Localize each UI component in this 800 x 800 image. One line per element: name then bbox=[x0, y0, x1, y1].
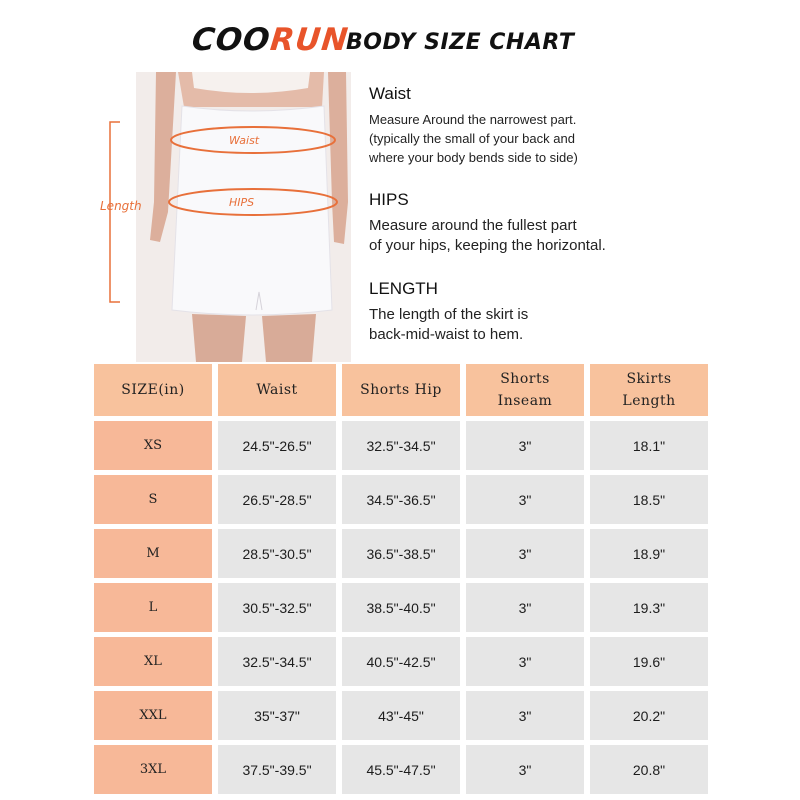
size-cell: S bbox=[94, 475, 212, 524]
length-label: Length bbox=[100, 199, 142, 213]
table-row bbox=[94, 421, 710, 470]
value-cell-waist: 32.5"-34.5" bbox=[218, 637, 336, 686]
value-cell-shorts-inseam: 3" bbox=[466, 637, 584, 686]
value-cell-waist: 37.5"-39.5" bbox=[218, 745, 336, 794]
value-cell-skirts-length: 20.8" bbox=[590, 745, 708, 794]
brand-logo bbox=[190, 22, 350, 58]
table-row bbox=[94, 637, 710, 686]
value-cell-shorts-hip: 40.5"-42.5" bbox=[342, 637, 460, 686]
brand-logo-part1: COO bbox=[190, 22, 273, 58]
value-cell-shorts-inseam: 3" bbox=[466, 475, 584, 524]
size-table bbox=[94, 364, 710, 790]
header-cell-size bbox=[94, 364, 212, 416]
table-row bbox=[94, 529, 710, 578]
hips-heading: HIPS bbox=[369, 190, 409, 209]
waist-label: Waist bbox=[229, 134, 260, 147]
header-text: Skirts bbox=[626, 371, 672, 387]
value-cell-shorts-hip: 43"-45" bbox=[342, 691, 460, 740]
left-leg bbox=[192, 314, 246, 362]
value-cell-shorts-inseam: 3" bbox=[466, 691, 584, 740]
value-cell-waist: 28.5"-30.5" bbox=[218, 529, 336, 578]
length-description bbox=[369, 279, 789, 345]
size-cell: M bbox=[94, 529, 212, 578]
waist-line-2: (typically the small of your back and bbox=[369, 131, 575, 146]
hips-line-1: Measure around the fullest part bbox=[369, 217, 577, 234]
value-cell-skirts-length: 18.1" bbox=[590, 421, 708, 470]
table-row bbox=[94, 691, 710, 740]
header-cell-waist bbox=[218, 364, 336, 416]
value-cell-waist: 26.5"-28.5" bbox=[218, 475, 336, 524]
header-text: Waist bbox=[256, 382, 298, 398]
waist-line-3: where your body bends side to side) bbox=[369, 150, 578, 165]
hips-label: HIPS bbox=[229, 196, 255, 209]
table-header-row bbox=[94, 364, 710, 416]
value-cell-waist: 30.5"-32.5" bbox=[218, 583, 336, 632]
crop-top bbox=[192, 72, 310, 93]
length-line-1: The length of the skirt is bbox=[369, 306, 529, 323]
table-row bbox=[94, 583, 710, 632]
header-text: Shorts bbox=[500, 371, 550, 387]
hips-line-2: of your hips, keeping the horizontal. bbox=[369, 237, 606, 254]
header-text: SIZE(in) bbox=[121, 382, 185, 398]
value-cell-skirts-length: 19.6" bbox=[590, 637, 708, 686]
waist-description bbox=[369, 84, 789, 167]
value-cell-shorts-hip: 38.5"-40.5" bbox=[342, 583, 460, 632]
value-cell-waist: 35"-37" bbox=[218, 691, 336, 740]
size-cell: L bbox=[94, 583, 212, 632]
page-title: BODY SIZE CHART bbox=[346, 30, 575, 55]
value-cell-shorts-inseam: 3" bbox=[466, 583, 584, 632]
value-cell-skirts-length: 19.3" bbox=[590, 583, 708, 632]
value-cell-shorts-hip: 45.5"-47.5" bbox=[342, 745, 460, 794]
value-cell-shorts-hip: 36.5"-38.5" bbox=[342, 529, 460, 578]
value-cell-waist: 24.5"-26.5" bbox=[218, 421, 336, 470]
value-cell-shorts-inseam: 3" bbox=[466, 529, 584, 578]
size-cell: XXL bbox=[94, 691, 212, 740]
value-cell-skirts-length: 18.5" bbox=[590, 475, 708, 524]
waist-heading: Waist bbox=[369, 84, 411, 103]
model-illustration bbox=[96, 72, 356, 362]
value-cell-shorts-hip: 34.5"-36.5" bbox=[342, 475, 460, 524]
header-text: Shorts Hip bbox=[360, 382, 442, 398]
size-cell: XL bbox=[94, 637, 212, 686]
length-line-2: back-mid-waist to hem. bbox=[369, 326, 524, 343]
waist-line-1: Measure Around the narrowest part. bbox=[369, 112, 577, 127]
brand-logo-part2: RUN bbox=[268, 22, 351, 58]
value-cell-skirts-length: 20.2" bbox=[590, 691, 708, 740]
table-row bbox=[94, 475, 710, 524]
value-cell-shorts-inseam: 3" bbox=[466, 421, 584, 470]
table-row bbox=[94, 745, 710, 794]
hips-description bbox=[369, 190, 789, 256]
value-cell-shorts-inseam: 3" bbox=[466, 745, 584, 794]
value-cell-skirts-length: 18.9" bbox=[590, 529, 708, 578]
size-cell: 3XL bbox=[94, 745, 212, 794]
header-cell-shorts-inseam bbox=[466, 364, 584, 416]
header-text: Length bbox=[622, 393, 676, 409]
value-cell-shorts-hip: 32.5"-34.5" bbox=[342, 421, 460, 470]
right-leg bbox=[262, 314, 316, 362]
header-text: Inseam bbox=[497, 393, 553, 409]
header-cell-skirts-length bbox=[590, 364, 708, 416]
length-heading: LENGTH bbox=[369, 279, 438, 298]
model-figure bbox=[96, 72, 356, 362]
size-cell: XS bbox=[94, 421, 212, 470]
header-cell-shorts-hip bbox=[342, 364, 460, 416]
